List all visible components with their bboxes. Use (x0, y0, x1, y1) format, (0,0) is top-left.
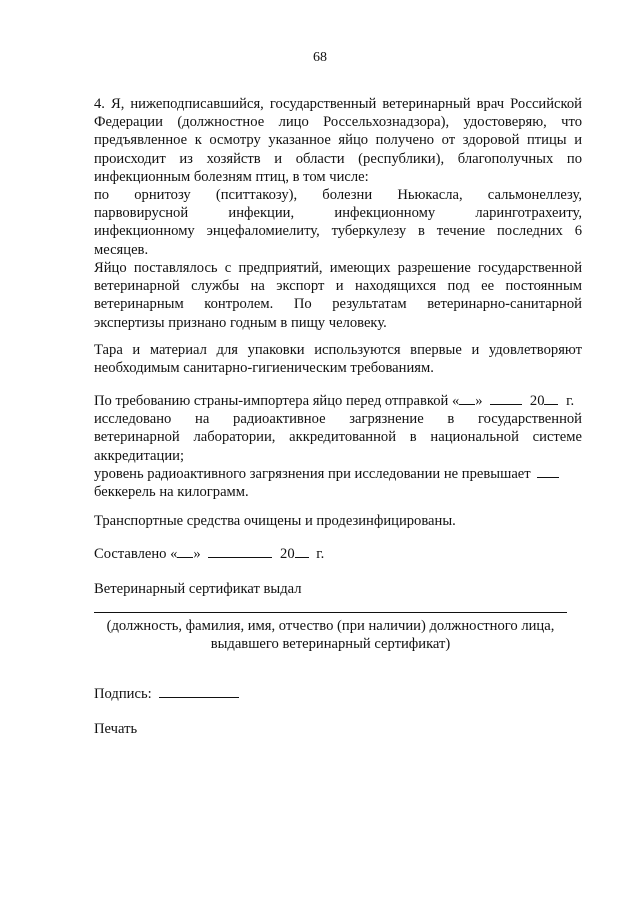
text-line: ветеринарной службы на экспорт и находящихся под ее постоянным (94, 278, 582, 295)
caption-line: (должность, фамилия, имя, отчество (при наличии) должностного лица, (106, 618, 555, 634)
radiation-paragraph (94, 392, 582, 501)
text-line (94, 685, 582, 703)
text-line: Ветеринарный сертификат выдал (94, 581, 302, 597)
day-blank (177, 545, 193, 558)
text-line: необходимым санитарно-гигиеническим требованиям. (94, 360, 434, 377)
text-line: Тара и материал для упаковки используются впервые и удовлетворяют (94, 342, 582, 358)
year-prefix: 20 (529, 393, 545, 409)
text-line (94, 392, 582, 410)
seal-row (94, 720, 582, 738)
text-line: происходит из хозяйств и области (республики), благополучных по (94, 150, 582, 167)
year-prefix: 20 (280, 546, 295, 562)
text-line: беккерель на килограмм. (94, 484, 249, 501)
text-line: по орнитозу (пситтакозу), болезни Ньюкасла, сальмонеллезу, (94, 187, 582, 204)
transport-paragraph (94, 512, 582, 530)
text-fragment: Составлено « (94, 546, 178, 562)
certification-paragraph (94, 95, 582, 259)
day-blank (459, 392, 475, 405)
text-line: инфекционному энцефаломиелиту, туберкулезу в течение последних 6 (94, 223, 582, 240)
issued-by (94, 580, 582, 598)
month-blank (208, 545, 272, 558)
text-line: Яйцо поставлялось с предприятий, имеющих разрешение государственной (94, 260, 582, 276)
text-line (94, 465, 582, 483)
text-fragment: » (193, 546, 201, 562)
text-line: экспертизы признано годным в пищу человеку. (94, 314, 387, 331)
text-fragment: г. (316, 546, 325, 562)
radiation-level-blank (537, 465, 559, 478)
text-line: парвовирусной инфекции, инфекционному ларинготрахеиту, (94, 205, 582, 222)
origin-paragraph (94, 259, 582, 332)
text-line: аккредитации; (94, 447, 184, 464)
issuer-caption (94, 617, 567, 653)
signature-blank (159, 685, 239, 698)
page-number: 68 (313, 50, 327, 65)
text-line: исследовано на радиоактивное загрязнение в государственной (94, 411, 582, 428)
packaging-paragraph (94, 341, 582, 377)
year-blank (544, 392, 558, 405)
text-fragment: уровень радиоактивного загрязнения при исследовании не превышает (94, 465, 531, 482)
seal-label: Печать (94, 721, 138, 737)
signature-row (94, 685, 582, 703)
signature-label: Подпись: (94, 686, 152, 702)
caption-line: выдавшего ветеринарный сертификат) (210, 636, 451, 653)
year-blank (295, 545, 309, 558)
text-line: ветеринарной лаборатории, аккредитованной в национальной системе (94, 429, 582, 446)
text-line: 4. Я, нижеподписавшийся, государственный ветеринарный врач Российской (94, 96, 582, 112)
text-fragment: » (475, 393, 483, 409)
text-line: Федерации (должностное лицо Россельхознадзора), удостоверяю, что (94, 114, 582, 131)
text-line: предъявленное к осмотру указанное яйцо получено от здоровой птицы и (94, 132, 582, 149)
text-line: месяцев. (94, 241, 149, 258)
text-fragment: г. (566, 393, 575, 409)
month-blank (490, 392, 522, 405)
text-line: ветеринарным контролем. По результатам ветеринарно-санитарной (94, 296, 582, 313)
text-fragment: По требованию страны-импортера яйцо перед отправкой « (94, 393, 460, 409)
issuer-signature-line (94, 612, 567, 613)
text-line: Транспортные средства очищены и продезинфицированы. (94, 513, 456, 529)
text-line (94, 545, 582, 563)
text-line: инфекционным болезням птиц, в том числе: (94, 168, 369, 185)
composed-date (94, 545, 582, 563)
